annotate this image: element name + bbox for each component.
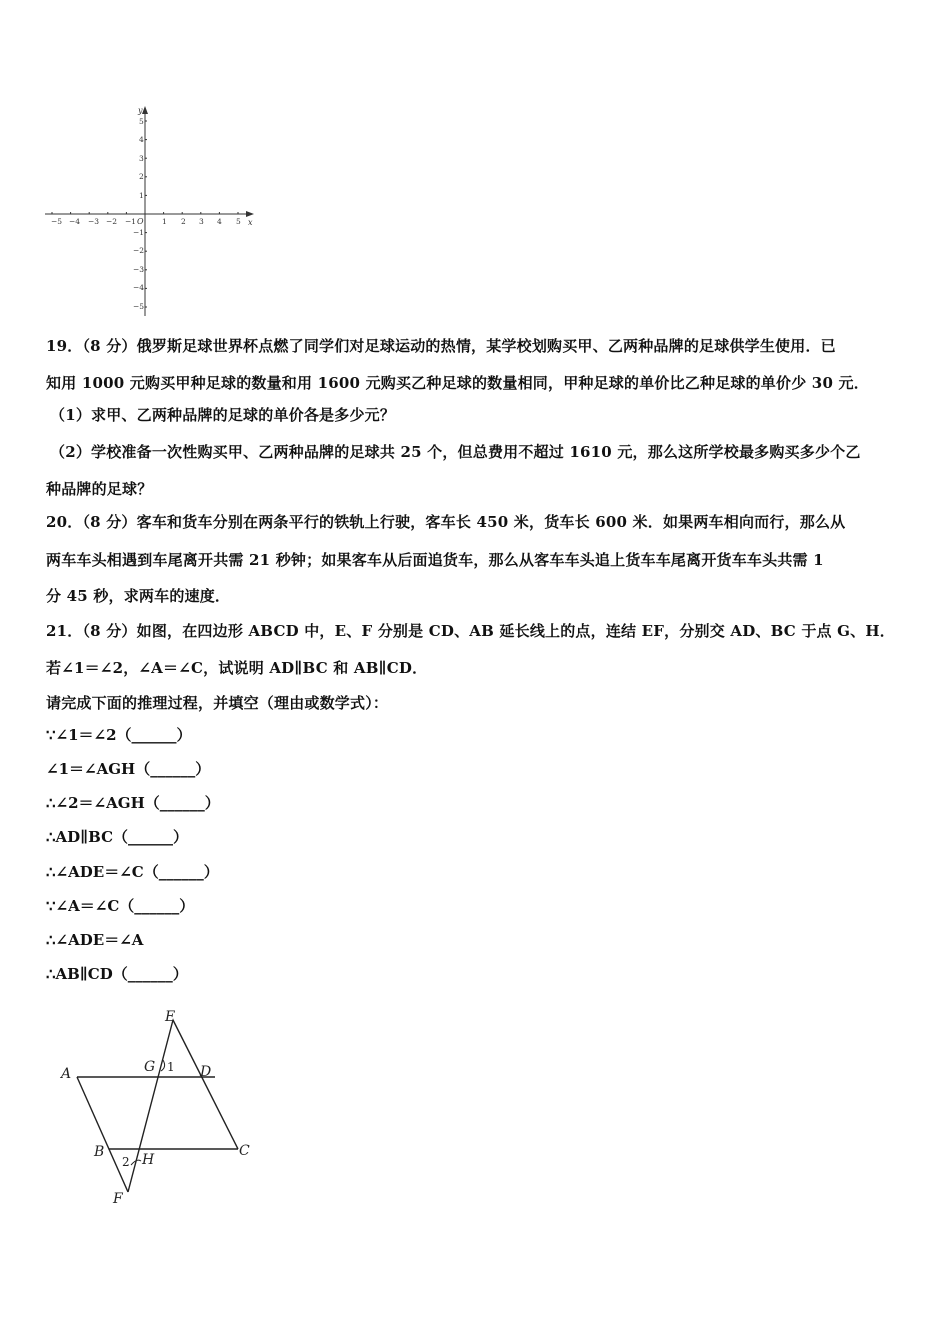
y-tick-label: 5 bbox=[139, 117, 144, 126]
q19-line2: 知用 1000 元购买甲种足球的数量和用 1600 元购买乙种足球的数量相同，甲种足球的单价比乙种足球的单价少 30 元． bbox=[46, 374, 869, 392]
proof-step: ∴∠ADE＝∠C（______） bbox=[46, 863, 219, 881]
y-tick-label: −4 bbox=[133, 283, 145, 292]
segment-AF bbox=[77, 1077, 128, 1192]
y-tick-label: 1 bbox=[139, 191, 144, 200]
x-axis-label: x bbox=[248, 218, 253, 227]
q20-line3: 分 45 秒，求两车的速度． bbox=[46, 587, 231, 605]
x-tick-label: −3 bbox=[88, 217, 100, 226]
proof-step: ∵∠A＝∠C（______） bbox=[46, 897, 195, 915]
y-axis-label: y bbox=[138, 106, 143, 115]
coordinate-plane bbox=[40, 104, 265, 320]
geometry-figure bbox=[55, 1005, 265, 1210]
x-tick-label: 2 bbox=[181, 217, 186, 226]
x-tick-label: 4 bbox=[217, 217, 222, 226]
label-B: B bbox=[94, 1144, 105, 1160]
x-tick-label: −4 bbox=[69, 217, 81, 226]
x-tick-label: 5 bbox=[236, 217, 241, 226]
proof-step: ∵∠1＝∠2（______） bbox=[46, 726, 192, 744]
proof-step: ∴AB∥CD（______） bbox=[46, 965, 188, 983]
q20-line2: 两车车头相遇到车尾离开共需 21 秒钟；如果客车从后面追货车，那么从客车车头追上货车车尾离开货车车头共需 1 bbox=[46, 551, 824, 569]
y-axis-arrow bbox=[142, 106, 148, 114]
x-axis-arrow bbox=[246, 211, 254, 217]
q20-line1: 20．（8 分）客车和货车分别在两条平行的铁轨上行驶，客车长 450 米，货车长 600 米．如果两车相向而行，那么从 bbox=[46, 513, 846, 531]
y-tick-label: 3 bbox=[139, 154, 144, 163]
x-tick-label: −1 bbox=[125, 217, 137, 226]
x-tick-label: 3 bbox=[199, 217, 204, 226]
q21-instruction: 请完成下面的推理过程，并填空（理由或数学式）： bbox=[46, 694, 389, 712]
q21-line1: 21．（8 分）如图，在四边形 ABCD 中，E、F 分别是 CD、AB 延长线上的点，连结 EF，分别交 AD、BC 于点 G、H． bbox=[46, 622, 895, 640]
q19-part2-line1: （2）学校准备一次性购买甲、乙两种品牌的足球共 25 个，但总费用不超过 1610 元，那么这所学校最多购买多少个乙 bbox=[50, 443, 861, 461]
proof-step: ∴∠2＝∠AGH（______） bbox=[46, 794, 220, 812]
segment-EC bbox=[173, 1020, 238, 1149]
y-tick-label: 4 bbox=[139, 135, 144, 144]
proof-step: ∴∠ADE＝∠A bbox=[46, 931, 144, 949]
x-tick-label: 1 bbox=[162, 217, 167, 226]
angle-2-label: 2 bbox=[122, 1155, 130, 1169]
angle-1-label: 1 bbox=[167, 1060, 175, 1074]
proof-step: ∠1＝∠AGH（______） bbox=[46, 760, 211, 778]
label-A: A bbox=[61, 1066, 72, 1082]
q21-line2: 若∠1＝∠2，∠A＝∠C，试说明 AD∥BC 和 AB∥CD． bbox=[46, 659, 428, 677]
label-G: G bbox=[144, 1059, 156, 1075]
y-tick-label: −5 bbox=[133, 302, 145, 311]
y-tick-label: −3 bbox=[133, 265, 145, 274]
q19-part2-line2: 种品牌的足球？ bbox=[46, 480, 153, 498]
y-tick-label: 2 bbox=[139, 172, 144, 181]
label-D: D bbox=[200, 1064, 212, 1080]
label-F: F bbox=[113, 1191, 123, 1207]
x-tick-label: −5 bbox=[51, 217, 63, 226]
y-tick-label: −1 bbox=[133, 228, 145, 237]
y-tick-label: −2 bbox=[133, 246, 145, 255]
x-tick-label: −2 bbox=[106, 217, 118, 226]
label-H: H bbox=[142, 1152, 155, 1168]
label-C: C bbox=[239, 1143, 250, 1159]
q19-part1: （1）求甲、乙两种品牌的足球的单价各是多少元？ bbox=[50, 406, 396, 424]
proof-step: ∴AD∥BC（______） bbox=[46, 828, 189, 846]
q19-line1: 19．（8 分）俄罗斯足球世界杯点燃了同学们对足球运动的热情，某学校划购买甲、乙两种品牌的足球供学生使用．已 bbox=[46, 337, 836, 355]
label-E: E bbox=[165, 1009, 176, 1025]
origin-label: O bbox=[137, 217, 144, 226]
